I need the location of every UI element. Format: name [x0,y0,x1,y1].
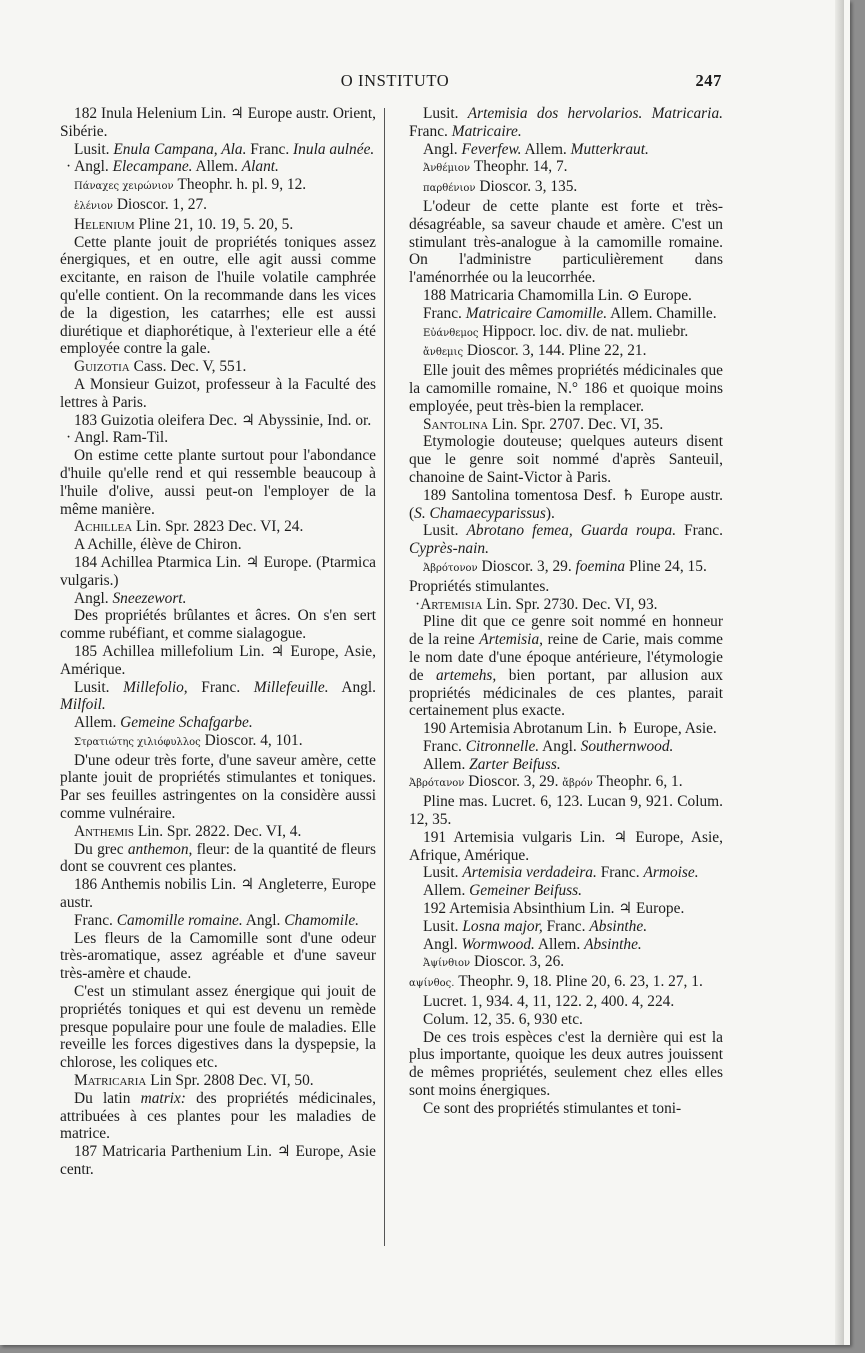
description-paragraph: Des propriétés brûlantes et âcres. On s'en sert comme rubéfiant, et comme sialagogue. [60,607,376,643]
description-paragraph: C'est un stimulant assez énergique qui jouit de propriétés toniques et qui est devenu un remède presque populaire pour une foule de maladies. Elle reveille les forces digestives dans la dyspepsie, la chlorose, les coliques etc. [60,983,376,1072]
journal-title: O INSTITUTO [340,71,450,90]
synonyms-lusit-franc: Lusit. Abrotano femea, Guarda roupa. Franc. Cyprès-nain. [409,522,723,558]
genus-guizotia: Guizotia Cass. Dec. V, 551. [74,358,247,376]
entry-192: 192 Artemisia Absinthium Lin. ♃ Europe. [423,900,685,918]
etymology-paragraph: Etymologie douteuse; quelques auteurs disent que le genre soit nommé d'après Santeuil, chanoine de Saint-Victor à Paris. [409,433,723,486]
description-paragraph: Les fleurs de la Camomille sont d'une odeur très-aromatique, assez agréable et d'une saveur très-amère et chaude. [60,929,376,983]
genus-santolina: Santolina Lin. Spr. 2707. Dec. VI, 35. [423,415,664,433]
genus-matricaria: Matricaria Lin Spr. 2808 Dec. VI, 50. [74,1072,314,1090]
page-number: 247 [695,71,722,90]
synonyms-lusit-franc: Lusit. Losna major, Franc. Absinthe. [423,917,648,935]
entry-191: 191 Artemisia vulgaris Lin. ♃ Europe, Asie, Afrique, Amérique. [409,828,723,864]
greek-reference: παρθένιον Dioscor. 3, 135. [423,178,578,196]
etymology-paragraph: A Achille, élève de Chiron. [74,536,242,554]
synonyms-allem: Allem. Zarter Beifuss. [423,755,561,773]
synonyms-lusit-franc-angl: Lusit. Millefolio, Franc. Millefeuille. Angl. Milfoil. [60,678,376,714]
entry-187: 187 Matricaria Parthenium Lin. ♃ Europe, Asie centr. [60,1143,376,1179]
etymology-paragraph: Du latin matrix: des propriétés médicinales, attribuées à ces plantes pour les maladies de matrice. [60,1089,376,1143]
greek-reference: αψίνθος. Theophr. 9, 18. Pline 20, 6. 23, 1. 27, 1. [409,973,703,991]
synonyms-franc-angl: Franc. Camomille romaine. Angl. Chamomile. [74,911,360,929]
entry-190: 190 Artemisia Abrotanum Lin. ♄ Europe, Asie. [423,720,717,738]
synonyms-allem: Allem. Gemeiner Beifuss. [423,882,583,900]
greek-reference: Ἀβρότονον Dioscor. 3, 29. foemina Pline 24, 15. [423,557,707,575]
description-paragraph: L'odeur de cette plante est forte et très-désagréable, sa saveur chaude et amère. C'est un stimulant très-analogue à la camomille romaine. On l'administre particulièrement dans l'aménorrhée ou la leucorrhée. [409,197,723,287]
synonyms-lusit-franc: Lusit. Artemisia verdadeira. Franc. Armoise. [423,864,699,882]
greek-reference: ἄνθεμις Dioscor. 3, 144. Pline 22, 21. [423,342,647,360]
description-paragraph: On estime cette plante surtout pour l'abondance d'huile qu'elle rend et qui ressemble beaucoup à l'huile d'olive, aussi peut-on l'employer de la même manière. [60,447,376,518]
synonyms-franc-allem: Franc. Matricaire Camomille. Allem. Chamille. [423,304,717,322]
left-column [60,105,376,1179]
synonyms-allem: Allem. Gemeine Schafgarbe. [74,714,253,732]
genus-artemisia: ·Artemisia Lin. Spr. 2730. Dec. VI, 93. [415,595,658,613]
entry-183: 183 Guizotia oleifera Dec. ♃ Abyssinie, Ind. or. [74,411,372,429]
page-edge [835,0,844,1345]
greek-reference: ἑλένιον Dioscor. 1, 27. [74,195,208,213]
entry-184: 184 Achillea Ptarmica Lin. ♃ Europe. (Ptarmica vulgaris.) [60,553,376,589]
etymology-paragraph: A Monsieur Guizot, professeur à la Faculté des lettres à Paris. [60,375,376,411]
genus-anthemis: Anthemis Lin. Spr. 2822. Dec. VI, 4. [74,822,302,840]
properties-line: Propriétés stimulantes. [409,577,550,595]
synonyms-lusit-franc: Lusit. Artemisia dos hervolarios. Matricaria. Franc. Matricaire. [409,105,723,140]
synonyms-franc-angl: Franc. Citronnelle. Angl. Southernwood. [423,737,674,755]
latin-references: Pline mas. Lucret. 6, 123. Lucan 9, 921. Colum. 12, 35. [409,793,723,829]
greek-reference: Ἀβρότανον Dioscor. 3, 29. ἄβρόν Theophr. 6, 1. [409,773,683,791]
greek-reference: Ἀνθέμιον Theophr. 14, 7. [423,158,568,176]
genus-helenium: Helenium Pline 21, 10. 19, 5. 20, 5. [74,215,294,233]
synonyms-angl-allem: Angl. Wormwood. Allem. Absinthe. [423,935,642,953]
greek-reference: Εὐάνθεμος Hippocr. loc. div. de nat. muliebr. [423,322,689,340]
description-paragraph: Cette plante jouit de propriétés toniques assez énergiques, et en outre, elle agit aussi comme excitante, en raison de l'huile volatile camphrée qu'elle contient. On la recommande dans les vices de la digestion, les catarrhes; elle est aussi diurétique et diaphorétique, à l'exterieur elle a été employée contre la gale. [60,233,376,358]
genus-achillea: Achillea Lin. Spr. 2823 Dec. VI, 24. [74,518,304,536]
synonyms-lusit-franc: Lusit. Enula Campana, Ala. Franc. Inula aulnée. [74,140,375,158]
greek-reference: Ἀψίνθιον Dioscor. 3, 26. [423,953,565,971]
description-paragraph: Elle jouit des mêmes propriétés médicinales que la camomille romaine, N.° 186 et quoique moins employée, peut très-bien la remplacer. [409,362,723,415]
synonyms-angl: Angl. Sneezewort. [74,589,187,607]
right-column [409,105,723,1118]
synonyms-angl-allem: Angl. Feverfew. Allem. Mutterkraut. [423,140,649,158]
entry-189: 189 Santolina tomentosa Desf. ♄ Europe austr. (S. Chamaecyparissus). [409,486,723,522]
entry-185: 185 Achillea millefolium Lin. ♃ Europe, Asie, Amérique. [60,642,376,678]
greek-reference: Πάναχες χειρώνιον Theophr. h. pl. 9, 12. [74,176,307,194]
etymology-paragraph: Pline dit que ce genre soit nommé en honneur de la reine Artemisia, reine de Carie, mais comme le nom date d'une époque antérieure, l'étymologie de artemehs, bien portant, par allusion aux propriétés médicinales de ces plantes, parait certainement plus exacte. [409,613,723,720]
entry-188: 188 Matricaria Chamomilla Lin. ⊙ Europe. [423,286,692,304]
column-divider [384,108,385,1246]
greek-reference: Στρατιώτης χιλιόφυλλος Dioscor. 4, 101. [74,731,303,749]
description-paragraph: De ces trois espèces c'est la dernière qui est la plus importante, quoique les deux autres jouissent de mêmes propriétés, seulement chez elles elles sont moins énergiques. [409,1028,723,1100]
description-paragraph: D'une odeur très forte, d'une saveur amère, cette plante jouit de propriétés stimulantes et toniques. Par ses feuilles astringentes on la considère aussi comme vulnéraire. [60,751,376,823]
synonyms-angl-allem: · Angl. Elecampane. Allem. Alant. [66,158,279,176]
entry-186: 186 Anthemis nobilis Lin. ♃ Angleterre, Europe austr. [60,876,376,912]
synonyms-angl: · Angl. Ram-Til. [66,429,169,447]
etymology-paragraph: Du grec anthemon, fleur: de la quantité de fleurs dont se couvrent ces plantes. [60,840,376,876]
latin-references: Colum. 12, 35. 6, 930 etc. [423,1010,583,1028]
description-paragraph: Ce sont des propriétés stimulantes et toni- [423,1099,682,1117]
latin-references: Lucret. 1, 934. 4, 11, 122. 2, 400. 4, 224. [423,993,675,1011]
entry-182: 182 Inula Helenium Lin. ♃ Europe austr. Orient, Sibérie. [60,105,376,140]
